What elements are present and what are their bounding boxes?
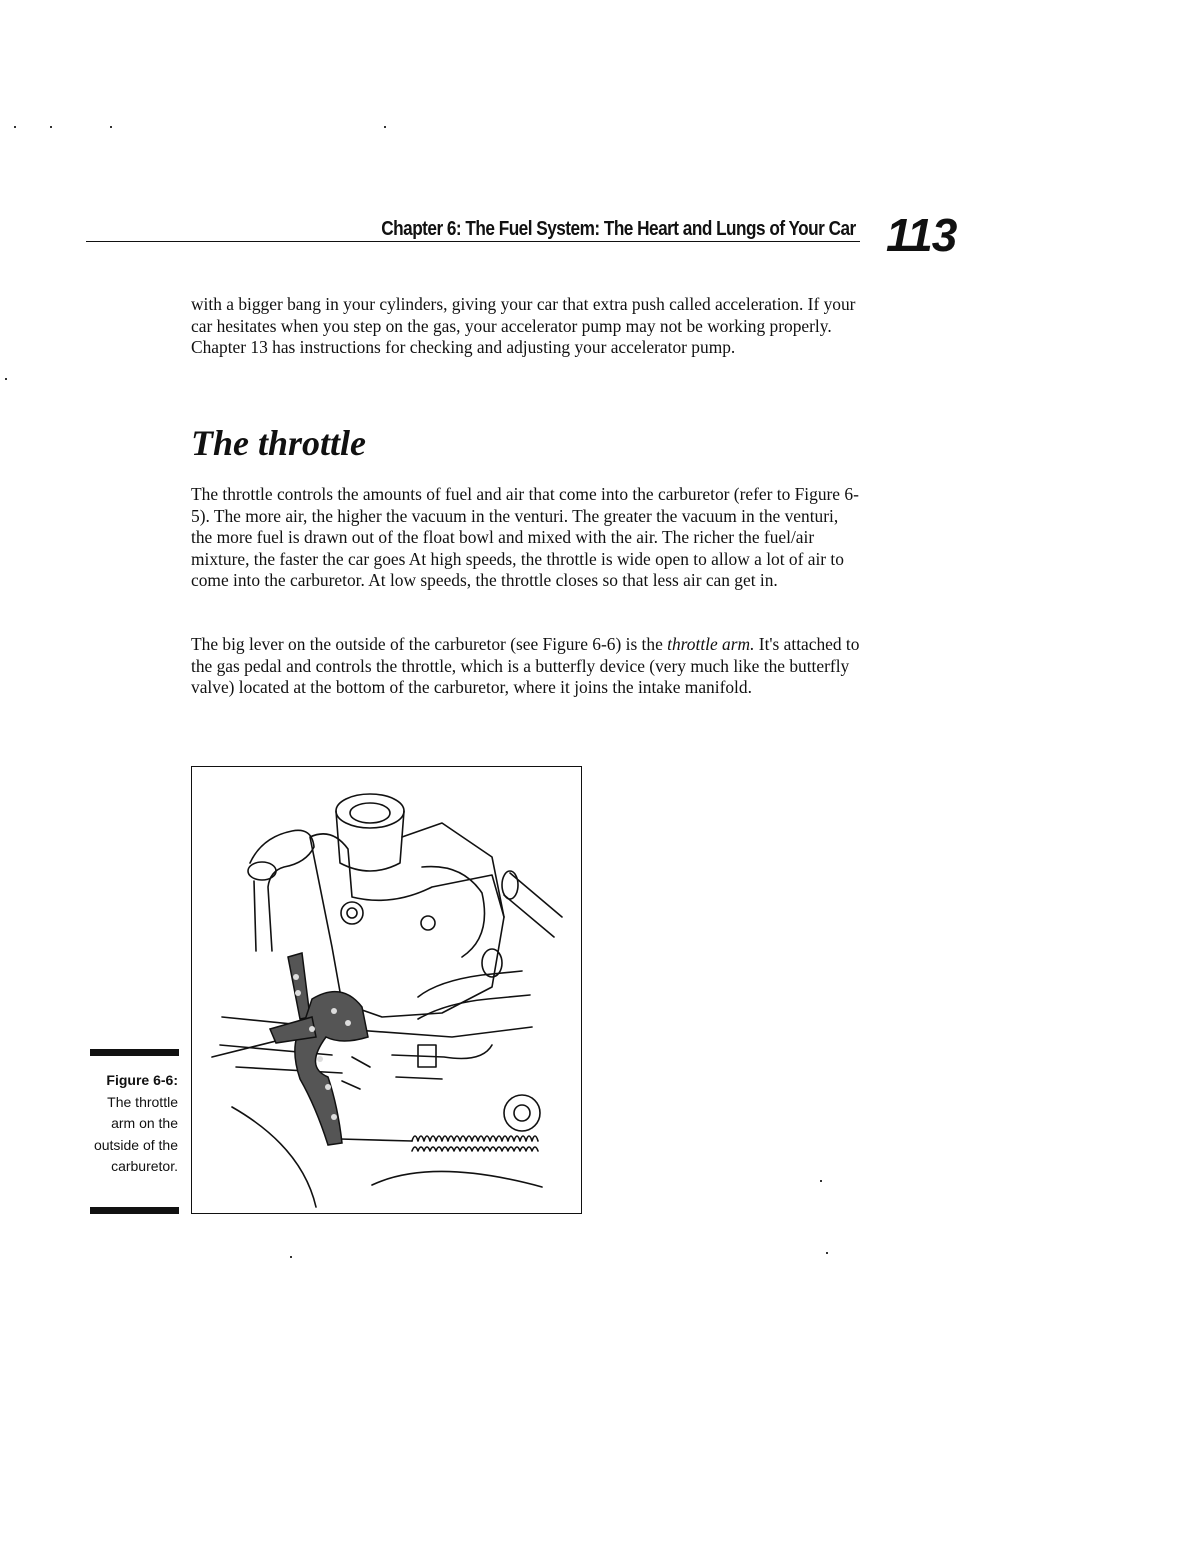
- scan-speck: [14, 126, 16, 128]
- scan-speck: [110, 126, 112, 128]
- throttle-arm-upper: [288, 953, 310, 1019]
- return-spring-lower: [412, 1147, 538, 1151]
- pivot-pin: [342, 1057, 370, 1089]
- mixture-screw: [347, 908, 357, 918]
- scan-speck: [384, 126, 386, 128]
- tube-end: [482, 949, 502, 977]
- figure-caption-text: The throttle arm on the outside of the carburetor.: [93, 1093, 178, 1174]
- carburetor-drawing: [192, 767, 582, 1214]
- vacuum-hose: [250, 830, 314, 951]
- manifold-flange: [220, 1017, 532, 1073]
- fuel-line: [504, 873, 562, 937]
- float-bowl: [422, 867, 485, 957]
- term-throttle-arm: throttle arm.: [667, 634, 755, 654]
- paragraph-throttle-arm: [191, 634, 861, 699]
- throttle-arm: [270, 953, 368, 1145]
- scan-speck: [820, 1180, 822, 1182]
- spring-anchor: [504, 1095, 540, 1131]
- spring-anchor-bolt: [514, 1105, 530, 1121]
- paragraph-accelerator-pump: with a bigger bang in your cylinders, giving your car that extra push called acceleration. If your car hesitates when you step on the gas, your accelerator pump may not be working properly. Chapter 13 has instructions for checking and adjusting your accelerator pump.: [191, 294, 856, 358]
- fuel-inlet-fitting: [421, 916, 435, 930]
- figure-label: Figure 6-6:: [106, 1072, 178, 1088]
- caption-bottom-rule: [90, 1207, 179, 1214]
- linkage-rod: [392, 1045, 492, 1079]
- scan-speck: [290, 1256, 292, 1258]
- paragraph-throttle-arm-before: The big lever on the outside of the carburetor (see Figure 6-6) is the: [191, 634, 668, 654]
- spring-rod: [340, 1139, 412, 1141]
- paragraph-throttle-controls: The throttle controls the amounts of fuel and air that come into the carburetor (refer to Figure 6-5). The more air, the higher the vacuum in the venturi. The greater the vacuum in the venturi, the more fuel is drawn out of the float bowl and mixed with the air. The richer the fuel/air mixture, the faster the car goes At high speeds, the throttle is wide open to allow a lot of air to come into the carburetor. At low speeds, the throttle closes so that less air can get in.: [191, 484, 859, 591]
- lower-curve-left: [232, 1107, 316, 1207]
- scan-speck: [826, 1252, 828, 1254]
- lower-curve-right: [372, 1171, 542, 1187]
- hose-clamp: [248, 862, 276, 880]
- scan-speck: [5, 378, 7, 380]
- chapter-title: Chapter 6: The Fuel System: The Heart and Lungs of Your Car: [381, 218, 856, 240]
- figure-6-6-illustration: [191, 766, 582, 1214]
- mixture-screw-boss: [341, 902, 363, 924]
- page-number: 113: [886, 209, 957, 261]
- air-horn-body: [336, 811, 404, 871]
- return-spring: [412, 1136, 538, 1141]
- figure-caption: [86, 1070, 178, 1178]
- fuel-line-fitting: [502, 871, 518, 899]
- paragraph-throttle-arm-after: It's attached to the gas pedal and controls the throttle, which is a butterfly device (very much like the butterfly valve) located at the bottom of the carburetor, where it joins the intake manifold.: [191, 634, 860, 698]
- running-head: [86, 218, 860, 242]
- caption-top-rule: [90, 1049, 179, 1056]
- lower-tube: [418, 971, 530, 1019]
- section-heading: The throttle: [191, 423, 367, 463]
- air-horn-inner: [350, 803, 390, 823]
- scan-speck: [50, 126, 52, 128]
